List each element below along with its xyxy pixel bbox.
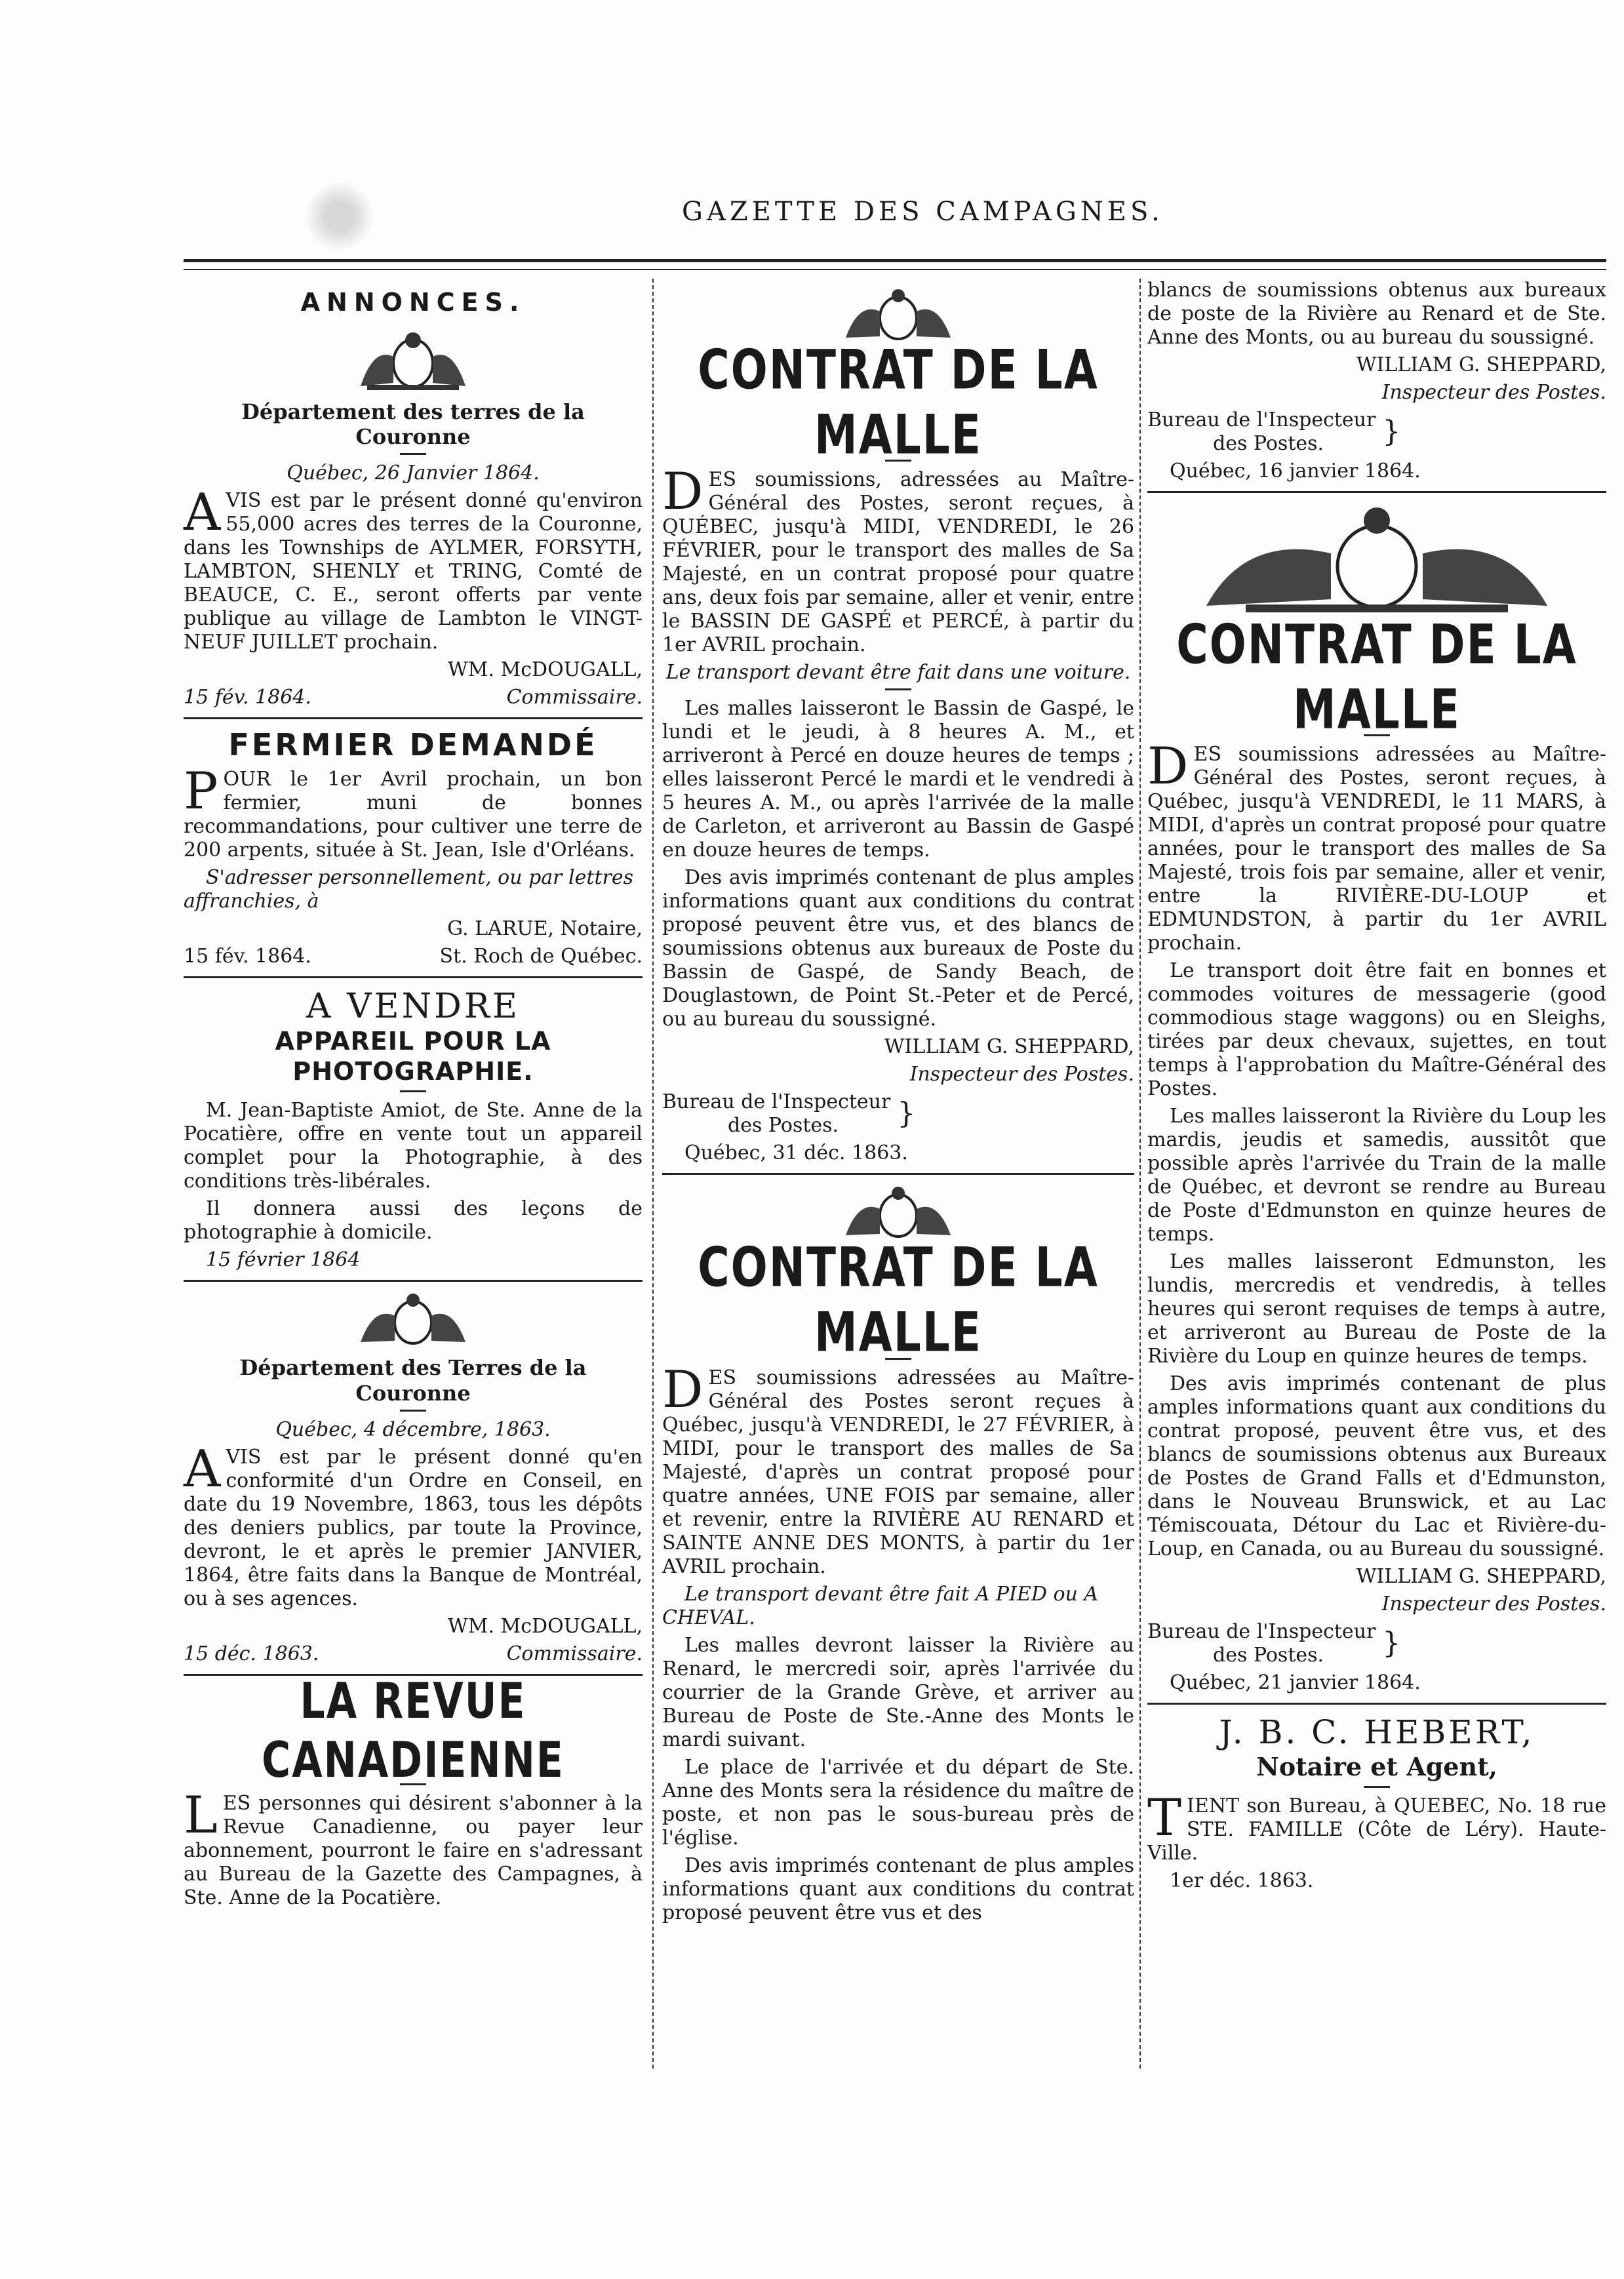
divider bbox=[1147, 491, 1606, 493]
ad5-dropcap: L bbox=[184, 1785, 218, 1845]
c2-ad1-date: Québec, 31 déc. 1863. bbox=[684, 1141, 908, 1165]
ad3-date: 15 février 1864 bbox=[206, 1248, 361, 1272]
c2-ad2-body4: Des avis imprimés contenant de plus amples informations quant aux conditions du contrat proposé peuvent être vus et des bbox=[662, 1853, 1134, 1924]
ad4-dropcap: A bbox=[184, 1439, 221, 1499]
c2-ad1-role: Inspecteur des Postes. bbox=[909, 1063, 1134, 1086]
ad1-signer: WM. McDOUGALL, bbox=[447, 658, 643, 682]
c3-ad2-title: CONTRAT DE LA MALLE bbox=[1176, 613, 1577, 742]
c3-ad2-bureau1: Bureau de l'Inspecteur bbox=[1147, 1620, 1376, 1644]
divider bbox=[184, 1280, 643, 1282]
c2-ad1-italic: Le transport devant être fait dans une voiture. bbox=[665, 661, 1131, 684]
divider bbox=[1147, 1703, 1606, 1705]
c3-bureau1: Bureau de l'Inspecteur bbox=[1147, 408, 1376, 431]
column-1 bbox=[184, 279, 643, 1914]
royal-arms-emblem bbox=[833, 1183, 964, 1242]
c3-ad2-bureau bbox=[1147, 1620, 1606, 1667]
c3-ad2-date: Québec, 21 janvier 1864. bbox=[1170, 1671, 1421, 1695]
divider bbox=[662, 1173, 1134, 1175]
ad5-body: ES personnes qui désirent s'abonner à la Revue Canadienne, ou payer leur abonnement, pourront le faire en s'adressant au Bureau de la Gazette des Campagnes, à Ste. Anne de la Pocatière. bbox=[184, 1791, 643, 1909]
royal-arms-emblem bbox=[833, 285, 964, 344]
c3-ad3-title: J. B. C. HEBERT, bbox=[1219, 1713, 1535, 1752]
c2-ad1-signer: WILLIAM G. SHEPPARD, bbox=[884, 1035, 1134, 1059]
ad5-title: LA REVUE CANADIENNE bbox=[262, 1673, 564, 1789]
c3-ad2-body: ES soumissions adressées au Maître-Général des Postes, seront reçues, à Québec, jusqu'à VENDREDI, le 11 MARS, à MIDI, d'après un contrat proposé pour quatre années, pour le transport des malles de Sa Majesté, trois fois par semaine, aller et venir, entre la RIVIÈRE-DU-LOUP et EDMUNDSTON, à partir du 1er AVRIL prochain. bbox=[1147, 743, 1606, 955]
ad2-title: FERMIER DEMANDÉ bbox=[228, 727, 598, 763]
c2-ad2-italic: Le transport devant être fait A PIED ou A CHEVAL. bbox=[662, 1582, 1099, 1629]
c3-ad3-body: IENT son Bureau, à QUEBEC, No. 18 rue STE. FAMILLE (Côte de Léry). Haute-Ville. bbox=[1147, 1794, 1606, 1865]
divider bbox=[184, 976, 643, 978]
c2-ad2-body3: Le place de l'arrivée et du départ de Ste. Anne des Monts sera la résidence du maître de poste, et non pas le sous-bureau près de l'église. bbox=[662, 1755, 1134, 1850]
column-3 bbox=[1147, 279, 1606, 1897]
ad1-date: Québec, 26 Janvier 1864. bbox=[287, 462, 540, 485]
ad2-dropcap: P bbox=[184, 761, 218, 821]
c2-ad2-body2: Les malles devront laisser la Rivière au Renard, le mercredi soir, après l'arrivée du courrier de la Grande Grève, et arriver au Bureau de Poste de Ste.-Anne des Monts le mardi suivant. bbox=[662, 1633, 1134, 1751]
column-divider bbox=[652, 279, 654, 2069]
page-header-title: GAZETTE DES CAMPAGNES. bbox=[682, 197, 1164, 227]
c2-ad1-bureau1: Bureau de l'Inspecteur bbox=[662, 1090, 891, 1114]
c2-ad1-body2: Les malles laisseront le Bassin de Gaspé, le lundi et le jeudi, à 8 heures A. M., et arriveront à Percé en douze heures de temps ; elles laisseront Percé le mardi et le vendredi à 5 heures A. M., ou après l'arrivée de la malle de Carleton, et arriveront au Bassin de Gaspé en douze heures de temps. bbox=[662, 697, 1134, 862]
ad2-body: OUR le 1er Avril prochain, un bon fermier, muni de bonnes recommandations, pour cultiver une terre de 200 arpents, située à St. Jean, Isle d'Orléans. bbox=[184, 767, 643, 862]
royal-arms-emblem bbox=[347, 1290, 479, 1349]
ad1-dropcap: A bbox=[184, 483, 221, 543]
header-rule-thin bbox=[184, 269, 1606, 270]
ad3-subtitle: APPAREIL POUR LA PHOTOGRAPHIE. bbox=[275, 1026, 551, 1086]
c3-bureau bbox=[1147, 408, 1606, 456]
ad3-body1: M. Jean-Baptiste Amiot, de Ste. Anne de la Pocatière, offre en vente tout un appareil complet pour la Photographie, à des conditions très-libérales. bbox=[184, 1099, 643, 1193]
c3-ad2-body4: Les malles laisseront Edmunston, les lundis, mercredis et vendredis, à telles heures qui seront requises de temps à autre, et arriveront au Bureau de Poste de la Rivière du Loup en quinze heures de temps. bbox=[1147, 1250, 1606, 1368]
royal-arms-emblem bbox=[347, 327, 479, 393]
c3-ad2-body5: Des avis imprimés contenant de plus amples informations quant aux conditions du contrat proposé, peuvent être vus, et des blancs de soumissions obtenus aux Bureaux de Postes de Grand Falls et d'Edmunston, dans le Nouveau Brunswick, et au Lac Témiscouata, Détour du Lac et Rivière-du-Loup, en Canada, ou au Bureau du soussigné. bbox=[1147, 1372, 1606, 1561]
ad4-department: Département des Terres de la Couronne bbox=[239, 1355, 587, 1406]
c3-ad3-subtitle: Notaire et Agent, bbox=[1256, 1752, 1497, 1782]
c3-ad2-bureau2: des Postes. bbox=[1213, 1644, 1324, 1667]
c3-ad2-signer: WILLIAM G. SHEPPARD, bbox=[1356, 1565, 1606, 1589]
c3-signer: WILLIAM G. SHEPPARD, bbox=[1356, 353, 1606, 376]
c2-ad2-body: ES soumissions adressées au Maître-Général des Postes seront reçues à Québec, jusqu'à VENDREDI, le 27 FÉVRIER, à MIDI, pour le transport des malles de Sa Majesté, d'après un contrat proposé pour quatre années, UNE FOIS par semaine, aller et revenir, entre la RIVIÈRE AU RENARD et SAINTE ANNE DES MONTS, à partir du 1er AVRIL prochain. bbox=[662, 1366, 1134, 1578]
c3-ad3-date: 1er déc. 1863. bbox=[1170, 1869, 1314, 1892]
dash bbox=[885, 688, 911, 690]
c3-date: Québec, 16 janvier 1864. bbox=[1170, 460, 1421, 483]
dash bbox=[400, 1090, 426, 1092]
c2-ad2-dropcap: D bbox=[662, 1360, 703, 1419]
ad4-body: VIS est par le présent donné qu'en conformité d'un Ordre en Conseil, en date du 19 Novembre, 1863, tous les dépôts des deniers publics, par toute la Province, devront, le et après le premier JANVIER, 1864, être faits dans la Banque de Montréal, ou à ses agences. bbox=[184, 1445, 643, 1610]
c2-ad1-title: CONTRAT DE LA MALLE bbox=[698, 338, 1099, 467]
c2-ad1-body: ES soumissions, adressées au Maître-Général des Postes, seront reçues, à QUÉBEC, jusqu'à MIDI, VENDREDI, le 26 FÉVRIER, pour le transport des malles de Sa Majesté, en un contrat proposé pour quatre ans, deux fois par semaine, aller et venir, entre le BASSIN DE GASPÉ et PERCÉ, à partir du 1er AVRIL prochain. bbox=[662, 468, 1134, 657]
c2-ad1-bureau2: des Postes. bbox=[728, 1114, 839, 1138]
c3-ad2-role: Inspecteur des Postes. bbox=[1381, 1593, 1606, 1616]
ad2-signer: G. LARUE, Notaire, bbox=[447, 917, 643, 940]
ad2-note: S'adresser personnellement, ou par lettres affranchies, à bbox=[184, 865, 633, 913]
c3-ad3-dropcap: T bbox=[1147, 1788, 1182, 1848]
c3-ad2-body3: Les malles laisseront la Rivière du Loup les mardis, jeudis et samedis, aussitôt que possible après l'arrivée du Train de la malle de Québec, et devront se rendre au Bureau de Poste d'Edmunston en quinze heures de temps. bbox=[1147, 1105, 1606, 1246]
column-divider bbox=[1139, 279, 1141, 2069]
ad2-sig-place: St. Roch de Québec. bbox=[439, 944, 643, 968]
ad1-sig-date: 15 fév. 1864. bbox=[184, 686, 311, 709]
brace: } bbox=[1382, 1627, 1401, 1661]
ad1-body: VIS est par le présent donné qu'environ 55,000 acres des terres de la Couronne, dans les Townships de AYLMER, FORSYTH, LAMBTON, SHENLY et TRING, Comté de BEAUCE, C. E., seront offerts par vente publique au village de Lambton le VINGT-NEUF JUILLET prochain. bbox=[184, 489, 643, 654]
c3-continuation: blancs de soumissions obtenus aux bureaux de poste de la Rivière au Renard et de Ste. Anne des Monts, ou au bureau du soussigné. bbox=[1147, 279, 1606, 349]
ad1-sig-role: Commissaire. bbox=[506, 686, 643, 709]
column-2 bbox=[662, 279, 1134, 1929]
royal-arms-emblem bbox=[1167, 501, 1587, 619]
brace: } bbox=[1382, 415, 1401, 448]
ad4-signer: WM. McDOUGALL, bbox=[447, 1614, 643, 1638]
ad4-sig-role: Commissaire. bbox=[506, 1642, 643, 1665]
ink-smudge bbox=[295, 177, 406, 256]
ad3-body2: Il donnera aussi des leçons de photographie à domicile. bbox=[184, 1197, 643, 1244]
ad4-sig-date: 15 déc. 1863. bbox=[184, 1642, 319, 1665]
c3-bureau2: des Postes. bbox=[1213, 432, 1324, 455]
divider bbox=[184, 717, 643, 719]
c2-ad1-body3: Des avis imprimés contenant de plus amples informations quant aux conditions du contrat proposé peuvent être vus, et des blancs de soumissions obtenus aux bureaux de Poste du Bassin de Gaspé, de Sandy Beach, de Douglastown, de Point St.-Peter et de Percé, ou au bureau du soussigné. bbox=[662, 866, 1134, 1031]
brace: } bbox=[897, 1097, 916, 1131]
dash bbox=[400, 1410, 426, 1412]
header-rule bbox=[184, 259, 1606, 262]
c3-ad2-body2: Le transport doit être fait en bonnes et commodes voitures de messagerie (good commodious stage waggons) ou en Sleighs, tirées par deux chevaux, sujettes, en tout temps à l'approbation du Maître-Général des Postes. bbox=[1147, 959, 1606, 1101]
c2-ad1-bureau bbox=[662, 1090, 1134, 1138]
ad3-title: A VENDRE bbox=[306, 986, 520, 1026]
ad2-sig-date: 15 fév. 1864. bbox=[184, 944, 311, 968]
dash bbox=[400, 453, 426, 455]
c2-ad2-title: CONTRAT DE LA MALLE bbox=[698, 1236, 1099, 1365]
c2-ad1-dropcap: D bbox=[662, 462, 703, 522]
dash bbox=[1364, 1786, 1390, 1788]
c3-role: Inspecteur des Postes. bbox=[1381, 381, 1606, 404]
c3-ad2-dropcap: D bbox=[1147, 737, 1189, 797]
ad1-department: Département des terres de la Couronne bbox=[241, 399, 585, 449]
ad4-date: Québec, 4 décembre, 1863. bbox=[275, 1417, 551, 1441]
annonces-heading: ANNONCES. bbox=[300, 288, 526, 317]
